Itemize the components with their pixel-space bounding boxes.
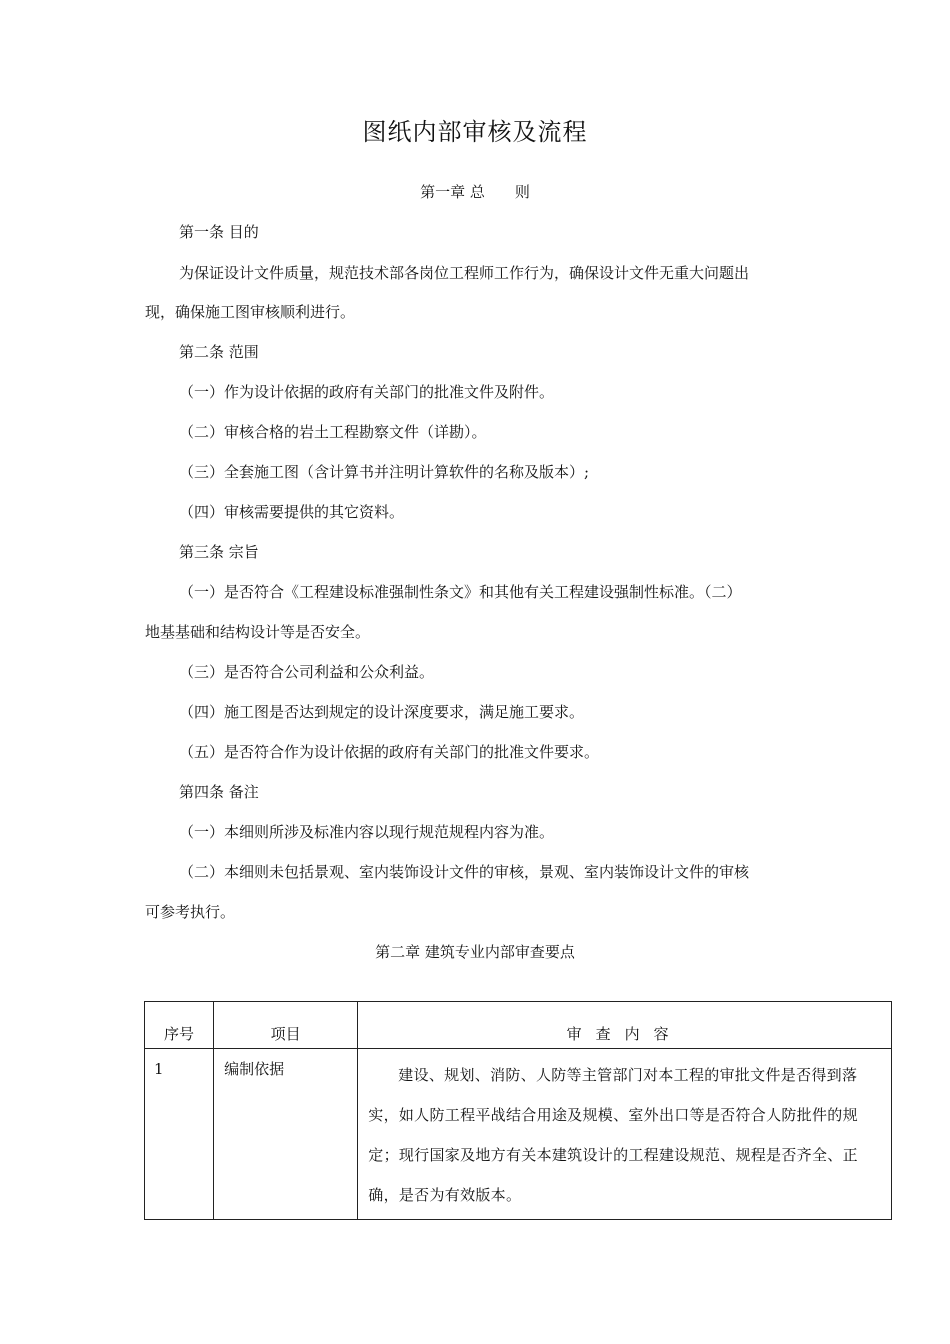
article-3-title: 第三条 宗旨 [179, 543, 259, 561]
row-no: 1 [145, 1049, 214, 1220]
article-3-item-1-line1: （一）是否符合《工程建设标准强制性条文》和其他有关工程建设强制性标准。（二） [179, 583, 742, 601]
header-item: 项目 [214, 1002, 358, 1049]
header-content: 审查内容 [358, 1002, 892, 1049]
document-title: 图纸内部审核及流程 [362, 118, 588, 146]
article-2-item-4: （四）审核需要提供的其它资料。 [179, 503, 405, 521]
row-content: 建设、规划、消防、人防等主管部门对本工程的审批文件是否得到落实，如人防工程平战结合用途及规模、室外出口等是否符合人防批件的规定；现行国家及地方有关本建筑设计的工程建设规范、规程是否齐全、正确，是否为有效版本。 [358, 1049, 892, 1220]
article-2-item-3: （三）全套施工图（含计算书并注明计算软件的名称及版本）; [179, 463, 590, 481]
table-row [145, 1049, 892, 1220]
article-3-item-5: （五）是否符合作为设计依据的政府有关部门的批准文件要求。 [179, 743, 600, 761]
article-4-item-2-line2: 可参考执行。 [145, 903, 236, 921]
article-3-item-1-line2: 地基基础和结构设计等是否安全。 [145, 623, 371, 641]
article-4-item-1: （一）本细则所涉及标准内容以现行规范规程内容为准。 [179, 823, 555, 841]
article-2-item-1: （一）作为设计依据的政府有关部门的批准文件及附件。 [179, 383, 555, 401]
article-3-item-3: （三）是否符合公司利益和公众利益。 [179, 663, 435, 681]
article-3-item-4: （四）施工图是否达到规定的设计深度要求，满足施工要求。 [179, 703, 585, 721]
article-4-item-2-line1: （二）本细则未包括景观、室内装饰设计文件的审核，景观、室内装饰设计文件的审核 [179, 863, 750, 881]
header-no: 序号 [145, 1002, 214, 1049]
article-4-title: 第四条 备注 [179, 783, 259, 801]
chapter-1-heading: 第一章 总 则 [420, 183, 530, 201]
article-2-title: 第二条 范围 [179, 343, 259, 361]
article-1-title: 第一条 目的 [179, 223, 259, 241]
article-1-text-line1: 为保证设计文件质量，规范技术部各岗位工程师工作行为，确保设计文件无重大问题出 [179, 264, 750, 282]
review-table [144, 1001, 892, 1220]
table-header-row [145, 1002, 892, 1049]
article-2-item-2: （二）审核合格的岩土工程勘察文件（详勘）。 [179, 423, 487, 441]
article-1-text-line2: 现，确保施工图审核顺利进行。 [145, 303, 356, 321]
chapter-2-heading: 第二章 建筑专业内部审查要点 [375, 943, 575, 961]
row-item: 编制依据 [214, 1049, 358, 1220]
